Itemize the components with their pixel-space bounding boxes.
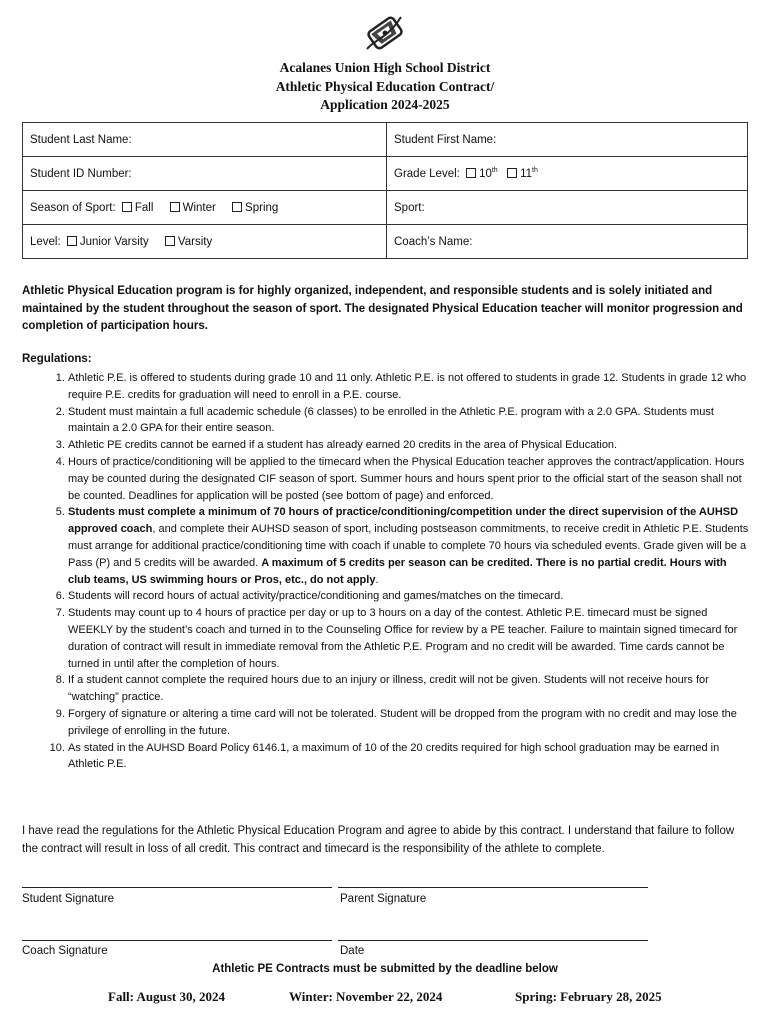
spring-deadline: Spring: February 28, 2025	[515, 989, 662, 1004]
regulation-item: 8. If a student cannot complete the required hours due to an injury or illness, credit will not be given. Students will not receive hours for “watching” practice.	[68, 672, 750, 706]
first-name-label: Student First Name:	[394, 133, 497, 146]
regulation-item: 9. Forgery of signature or altering a time card will not be tolerated. Student will be dropped from the program with no credit and may lose the privilege of enrolling in the future.	[68, 706, 750, 740]
coach-signature-label: Coach Signature	[22, 945, 108, 957]
junior-varsity-label: Junior Varsity	[79, 235, 149, 248]
student-id-field[interactable]	[23, 157, 387, 191]
title-line-1: Acalanes Union High School District	[279, 60, 491, 75]
season-field	[23, 191, 387, 225]
grade-level-label: Grade Level:	[394, 167, 460, 180]
grade-11-checkbox[interactable]	[507, 168, 517, 178]
regulation-5-bold-2: A maximum of 5 credits per season can be credited. There is no partial credit. Hours with club teams, US swimming hours or Pros, etc., do not apply	[68, 556, 727, 586]
grade-10-checkbox[interactable]	[466, 168, 476, 178]
junior-varsity-checkbox[interactable]	[67, 236, 77, 246]
title-line-3: Application 2024-2025	[320, 97, 450, 112]
sport-field[interactable]	[387, 191, 748, 225]
student-signature-label: Student Signature	[22, 893, 115, 905]
last-name-label: Student Last Name:	[30, 133, 132, 146]
student-signature-line[interactable]	[22, 887, 332, 888]
fall-checkbox[interactable]	[122, 202, 132, 212]
grade-10-suffix: th	[491, 167, 498, 175]
regulation-item: 10. As stated in the AUHSD Board Policy 6146.1, a maximum of 10 of the 20 credits required for high school graduation may be earned in Athletic P.E.	[68, 740, 750, 774]
fall-label: Fall	[134, 201, 154, 214]
level-label: Level:	[30, 235, 61, 248]
last-name-field[interactable]	[23, 123, 387, 157]
grade-level-field	[387, 157, 748, 191]
regulation-item: 7. Students may count up to 4 hours of practice per day or up to 3 hours on a day of the contest. Athletic P.E. timecard must be signed WEEKLY by the student’s coach and turned in to the Counseling Office for review by a PE teacher. Failure to maintain signed timecard for duration of contract will result in immediate removal from the Athletic P.E. Program and no credit will be awarded. Time cards cannot be turned in until after the completion of hours.	[68, 605, 750, 672]
student-id-label: Student ID Number:	[30, 167, 132, 180]
deadline-heading: Athletic PE Contracts must be submitted by the deadline below	[212, 963, 558, 975]
fall-deadline: Fall: August 30, 2024	[108, 989, 226, 1004]
agreement-statement: I have read the regulations for the Athletic Physical Education Program and agree to abide by this contract. I understand that failure to follow the contract will result in loss of all credit. This contract and timecard is the responsibility of the athlete to complete.	[22, 825, 735, 855]
winter-label: Winter	[182, 201, 216, 214]
regulation-item: 1. Athletic P.E. is offered to students during grade 10 and 11 only. Athletic P.E. is not offered to students in grade 12. Students in grade 12 who require P.E. credits for graduation will need to enroll in a P.E. course.	[68, 370, 750, 404]
spring-checkbox[interactable]	[232, 202, 242, 212]
grade-10-label: 10	[479, 167, 492, 180]
sport-label: Sport:	[394, 201, 425, 214]
district-logo	[361, 9, 409, 57]
regulation-item: 3. Athletic PE credits cannot be earned if a student has already earned 20 credits in the area of Physical Education.	[68, 437, 750, 454]
level-field	[23, 225, 387, 259]
date-line[interactable]	[338, 940, 648, 941]
regulation-5-end: .	[375, 573, 379, 586]
parent-signature-label: Parent Signature	[340, 893, 427, 905]
winter-deadline: Winter: November 22, 2024	[289, 989, 443, 1004]
regulation-item: 4. Hours of practice/conditioning will be applied to the timecard when the Physical Education teacher approves the contract/application. Hours may be counted during the designated CIF season of sport. Summer hours and hours spent prior to the official start of the season shall not be counted. Deadlines for application will be posted (see bottom of page) and enforced.	[68, 454, 750, 504]
winter-checkbox[interactable]	[170, 202, 180, 212]
varsity-checkbox[interactable]	[165, 236, 175, 246]
document-title	[0, 59, 770, 115]
regulation-item: 6. Students will record hours of actual activity/practice/conditioning and games/matches on the timecard.	[68, 588, 750, 605]
program-description: Athletic Physical Education program is for highly organized, independent, and responsible students and is solely initiated and maintained by the student throughout the season of sport. The designated Physical Education teacher will monitor progression and completion of participation hours.	[22, 285, 743, 332]
regulation-item	[68, 504, 750, 588]
first-name-field[interactable]	[387, 123, 748, 157]
regulation-item: 2. Student must maintain a full academic schedule (6 classes) to be enrolled in the Athletic P.E. program with a 2.0 GPA. Students must maintain a 2.0 GPA for their entire season.	[68, 404, 750, 438]
coach-name-label: Coach’s Name:	[394, 235, 473, 248]
regulation-5-bold-1: Students must complete a minimum of 70 hours of practice/conditioning/competition under the direct supervision of the AUHSD approved coach	[68, 506, 739, 536]
grade-11-suffix: th	[532, 167, 538, 175]
season-label: Season of Sport:	[30, 201, 116, 214]
student-info-form	[22, 122, 748, 259]
coach-name-field[interactable]	[387, 225, 748, 259]
regulation-5-text: , and complete their AUHSD season of sport, including postseason commitments, to receive credit in Athletic P.E. Students must arrange for additional practice/conditioning time with coach if unable to complete 70 hours via scheduled events. Grade given will be a Pass (P) and 5 credits will be awarded.	[68, 523, 749, 569]
title-line-2: Athletic Physical Education Contract/	[275, 78, 495, 94]
regulations-list	[22, 370, 750, 773]
varsity-label: Varsity	[177, 235, 213, 248]
spring-label: Spring	[245, 201, 279, 214]
grade-11-label: 11	[520, 167, 533, 180]
coach-signature-line[interactable]	[22, 940, 332, 941]
regulations-heading: Regulations:	[22, 353, 92, 365]
date-label: Date	[340, 945, 365, 957]
parent-signature-line[interactable]	[338, 887, 648, 888]
